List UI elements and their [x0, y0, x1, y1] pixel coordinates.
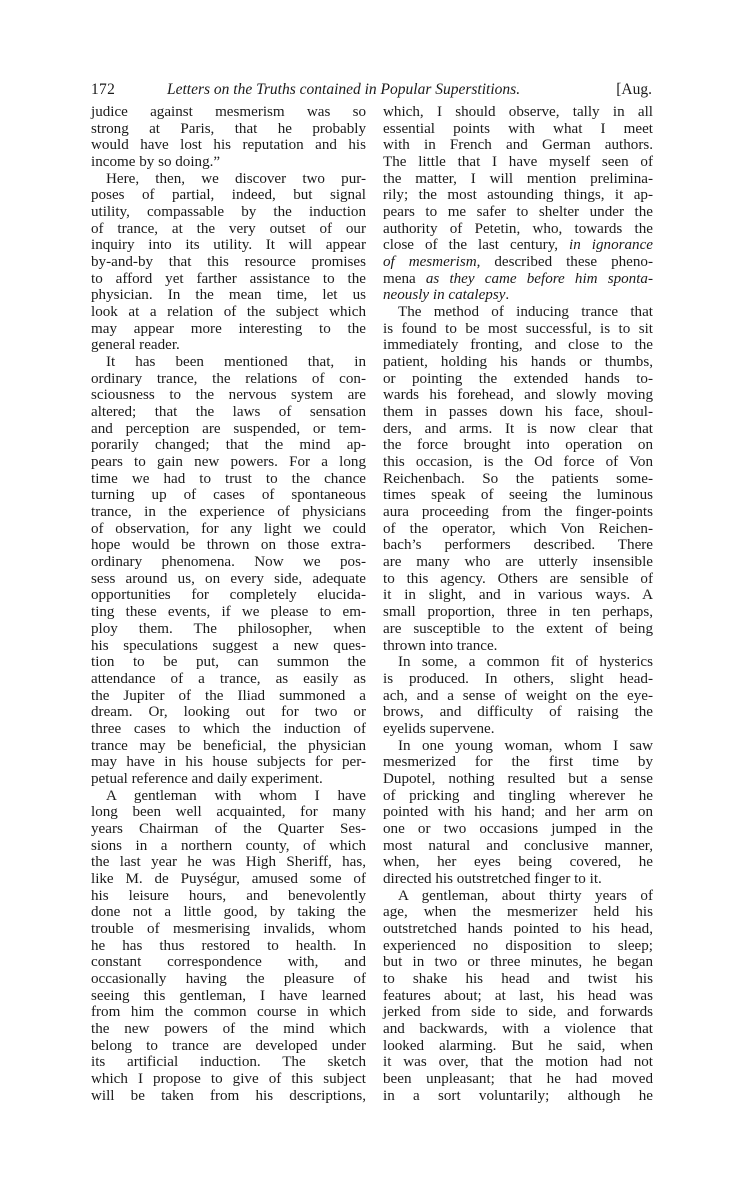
text-line	[383, 271, 653, 288]
text-line	[383, 854, 653, 871]
text-line	[383, 1021, 653, 1038]
text-run: it in slight, and in various ways. A	[383, 587, 653, 604]
text-run: to shake his head and twist his	[383, 970, 653, 987]
text-run: rily; the most astounding things, it ap-	[383, 187, 653, 204]
text-run: eyelids supervene.	[383, 720, 495, 737]
italic-text: of mesmerism	[383, 254, 477, 271]
text-line: ordinary phenomena. Now we pos-	[91, 554, 366, 571]
text-line	[383, 304, 653, 321]
text-line	[383, 471, 653, 488]
text-run: the force brought into operation on	[383, 437, 653, 454]
text-run: in a sort voluntarily; although he	[383, 1087, 653, 1104]
text-run: brows, and difficulty of raising the	[383, 704, 653, 721]
text-line: and perception are suspended, or tem-	[91, 420, 366, 437]
text-line	[383, 154, 653, 171]
page-number: 172	[91, 81, 116, 98]
text-line: which I propose to give of this subject	[91, 1070, 366, 1087]
text-line	[383, 554, 653, 571]
text-run: close of the last century,	[383, 237, 570, 254]
running-month: [Aug.	[616, 81, 652, 98]
text-run: but in two or three minutes, he began	[383, 954, 653, 971]
text-line	[383, 921, 653, 938]
text-run: most natural and conclusive manner,	[383, 837, 653, 854]
text-run: or pointing the extended hands to-	[383, 370, 653, 387]
text-line: seeing this gentleman, I have learned	[91, 987, 366, 1004]
text-line: the new powers of the mind which	[91, 1020, 366, 1037]
text-line: pears to gain new powers. For a long	[91, 454, 366, 471]
text-line	[383, 904, 653, 921]
text-line: constant correspondence with, and	[91, 954, 366, 971]
text-line	[383, 254, 653, 271]
text-line: would have lost his reputation and his	[91, 137, 366, 154]
text-line	[383, 587, 653, 604]
text-run: with in French and German authors.	[383, 137, 653, 154]
text-line	[383, 821, 653, 838]
text-run: experienced no disposition to sleep;	[383, 937, 653, 954]
text-line	[383, 971, 653, 988]
text-run: features about; at last, his head was	[383, 987, 653, 1004]
text-line: ploy them. The philosopher, when	[91, 620, 366, 637]
running-title: Letters on the Truths contained in Popular Superstitions.	[167, 81, 521, 98]
text-line	[383, 788, 653, 805]
text-line: belong to trance are developed under	[91, 1037, 366, 1054]
text-run: mena	[383, 270, 426, 287]
text-line	[383, 137, 653, 154]
text-line	[383, 721, 653, 738]
text-line: his speculations suggest a new ques-	[91, 637, 366, 654]
text-line: time we had to trust to the chance	[91, 470, 366, 487]
text-line: long been well acquainted, for many	[91, 804, 366, 821]
text-line	[383, 1054, 653, 1071]
text-line	[383, 738, 653, 755]
text-line: its artificial induction. The sketch	[91, 1054, 366, 1071]
text-line	[383, 604, 653, 621]
text-line	[383, 204, 653, 221]
text-line	[383, 221, 653, 238]
text-run: them in passes down his face, shoul-	[383, 404, 653, 421]
text-line	[383, 671, 653, 688]
text-run: .	[505, 287, 510, 304]
text-line: he has thus restored to health. In	[91, 937, 366, 954]
text-line: sciousness to the nervous system are	[91, 387, 366, 404]
text-line: trouble of mesmerising invalids, whom	[91, 920, 366, 937]
text-line: turning up of cases of spontaneous	[91, 487, 366, 504]
text-run: is produced. In others, slight head-	[383, 670, 653, 687]
text-run: directed his outstretched finger to it.	[383, 870, 602, 887]
running-head	[91, 80, 652, 100]
text-line: A gentleman with whom I have	[106, 787, 366, 804]
text-run: authority of Petetin, who, towards the	[383, 220, 653, 237]
text-line	[383, 504, 653, 521]
text-run: pears to me safer to shelter under the	[383, 204, 653, 221]
text-line	[383, 638, 653, 655]
text-line: like M. de Puységur, amused some of	[91, 870, 366, 887]
italic-text: as they came before him sponta-	[425, 270, 653, 287]
text-line: Here, then, we discover two pur-	[106, 170, 366, 187]
text-line	[383, 187, 653, 204]
text-run: this occasion, is the Od force of Von	[383, 454, 653, 471]
text-line: physician. In the mean time, let us	[91, 287, 366, 304]
text-line	[383, 1038, 653, 1055]
text-line	[383, 1071, 653, 1088]
text-run: patient, holding his hands or thumbs,	[383, 354, 653, 371]
text-run: is found to be most successful, is to sit	[383, 320, 653, 337]
text-run: A gentleman, about thirty years of	[398, 887, 653, 904]
text-line	[383, 571, 653, 588]
text-run: essential points with what I meet	[383, 120, 653, 137]
text-line	[383, 537, 653, 554]
text-line: by-and-by that this resource promises	[91, 254, 366, 271]
text-run: been unpleasant; that he had moved	[383, 1070, 653, 1087]
text-run: ders, and arms. It is now clear that	[383, 420, 653, 437]
text-line	[383, 988, 653, 1005]
text-line	[383, 487, 653, 504]
text-line	[383, 371, 653, 388]
text-line: opportunities for completely elucida-	[91, 587, 366, 604]
text-line	[383, 404, 653, 421]
text-run: of pricking and tingling wherever he	[383, 787, 653, 804]
left-column	[91, 104, 366, 1104]
text-line: income by so doing.”	[91, 154, 221, 171]
text-line: to afford yet farther assistance to the	[91, 270, 366, 287]
text-line	[383, 704, 653, 721]
text-run: thrown into trance.	[383, 637, 498, 654]
text-line: his leisure hours, and benevolently	[91, 887, 366, 904]
text-line	[383, 621, 653, 638]
text-line: general reader.	[91, 337, 180, 354]
text-run: mesmerized for the first time by	[383, 754, 653, 771]
text-run: The method of inducing trance that	[398, 304, 653, 321]
text-run: times speak of seeing the luminous	[383, 487, 653, 504]
text-line	[383, 771, 653, 788]
text-run: The little that I have myself seen of	[383, 154, 653, 171]
italic-text: in ignorance	[569, 237, 653, 254]
text-line: It has been mentioned that, in	[106, 354, 366, 371]
text-line: dream. Or, looking out for two or	[91, 704, 366, 721]
text-line: may have in his house subjects for per-	[91, 754, 366, 771]
text-line	[383, 1088, 653, 1105]
text-line: trance may be beneficial, the physician	[91, 737, 366, 754]
text-line: will be taken from his descriptions,	[91, 1087, 366, 1104]
text-line: tion to be put, can summon the	[91, 654, 366, 671]
text-line: done not a little good, by taking the	[91, 904, 366, 921]
text-run: are susceptible to the extent of being	[383, 620, 653, 637]
text-line: inquiry into its utility. It will appear	[91, 237, 366, 254]
text-line	[383, 104, 653, 121]
text-line: porarily changed; that the mind ap-	[91, 437, 366, 454]
text-run: of the operator, which Von Reichen-	[383, 520, 653, 537]
text-line: hope would be thrown on those extra-	[91, 537, 366, 554]
text-line	[383, 688, 653, 705]
text-run: In one young woman, whom I saw	[398, 737, 653, 754]
text-line: three cases to which the induction of	[91, 720, 366, 737]
text-run: outstretched hands pointed to his head,	[383, 920, 653, 937]
text-line: altered; that the laws of sensation	[91, 404, 366, 421]
text-line: judice against mesmerism was so	[91, 104, 366, 120]
text-run: wards his forehead, and slowly moving	[383, 387, 653, 404]
text-line	[383, 354, 653, 371]
text-run: immediately fronting, and close to the	[383, 337, 653, 354]
text-line	[383, 938, 653, 955]
text-run: are many who are utterly insensible	[383, 554, 653, 571]
text-run: which, I should observe, tally in all	[383, 104, 653, 120]
text-run: small proportion, three in ten perhaps,	[383, 604, 653, 621]
right-column	[383, 104, 653, 1104]
text-run: looked alarming. But he said, when	[383, 1037, 653, 1054]
text-run: to this agency. Others are sensible of	[383, 570, 653, 587]
text-line: sions in a northern county, of which	[91, 837, 366, 854]
text-run: Dupotel, nothing resulted but a sense	[383, 770, 653, 787]
text-run: pointed with his hand; and her arm on	[383, 804, 653, 821]
text-line: the last year he was High Sheriff, has,	[91, 854, 366, 871]
text-line	[383, 437, 653, 454]
text-line	[383, 521, 653, 538]
text-line: years Chairman of the Quarter Ses-	[91, 820, 366, 837]
text-run: , described these pheno-	[476, 254, 653, 271]
text-run: the matter, I will mention prelimina-	[383, 170, 653, 187]
text-line	[383, 871, 653, 888]
text-line: may appear more interesting to the	[91, 320, 366, 337]
text-line	[383, 1004, 653, 1021]
text-run: one or two occasions jumped in the	[383, 820, 653, 837]
text-line: attendance of a trance, as easily as	[91, 670, 366, 687]
text-line	[383, 121, 653, 138]
text-run: age, when the mesmerizer held his	[383, 904, 653, 921]
text-line: ting these events, if we please to em-	[91, 604, 366, 621]
text-line: strong at Paris, that he probably	[91, 120, 366, 137]
text-line: ordinary trance, the relations of con-	[91, 370, 366, 387]
text-run: jerked from side to side, and forwards	[383, 1004, 653, 1021]
text-run: and backwards, with a violence that	[383, 1020, 653, 1037]
text-line: of observation, for any light we could	[91, 520, 366, 537]
text-line	[383, 237, 653, 254]
text-line: occasionally having the pleasure of	[91, 970, 366, 987]
text-line: poses of partial, indeed, but signal	[91, 187, 366, 204]
text-line: of trance, at the very outset of our	[91, 220, 366, 237]
text-line: the Jupiter of the Iliad summoned a	[91, 687, 366, 704]
text-line	[383, 754, 653, 771]
text-line: trance, in the experience of physicians	[91, 504, 366, 521]
text-run: ach, and a sense of weight on the eye-	[383, 687, 653, 704]
text-line: look at a relation of the subject which	[91, 304, 366, 321]
text-run: it was over, that the motion had not	[383, 1054, 653, 1071]
text-line	[383, 287, 653, 304]
italic-text: neously in catalepsy	[383, 287, 506, 304]
text-line	[383, 654, 653, 671]
text-line: from him the common course in which	[91, 1004, 366, 1021]
text-line: petual reference and daily experiment.	[91, 770, 323, 787]
text-run: when, her eyes being covered, he	[383, 854, 653, 871]
text-line	[383, 337, 653, 354]
text-line	[383, 838, 653, 855]
text-run: Reichenbach. So the patients some-	[383, 470, 653, 487]
text-line	[383, 421, 653, 438]
text-line	[383, 454, 653, 471]
text-line	[383, 888, 653, 905]
text-run: In some, a common fit of hysterics	[398, 654, 653, 671]
text-line	[383, 954, 653, 971]
text-line	[383, 387, 653, 404]
text-run: aura proceeding from the finger-points	[383, 504, 653, 521]
text-line	[383, 804, 653, 821]
text-line: sess around us, on every side, adequate	[91, 570, 366, 587]
text-line: utility, compassable by the induction	[91, 204, 366, 221]
text-run: bach’s performers described. There	[383, 537, 653, 554]
text-line	[383, 171, 653, 188]
text-line	[383, 321, 653, 338]
